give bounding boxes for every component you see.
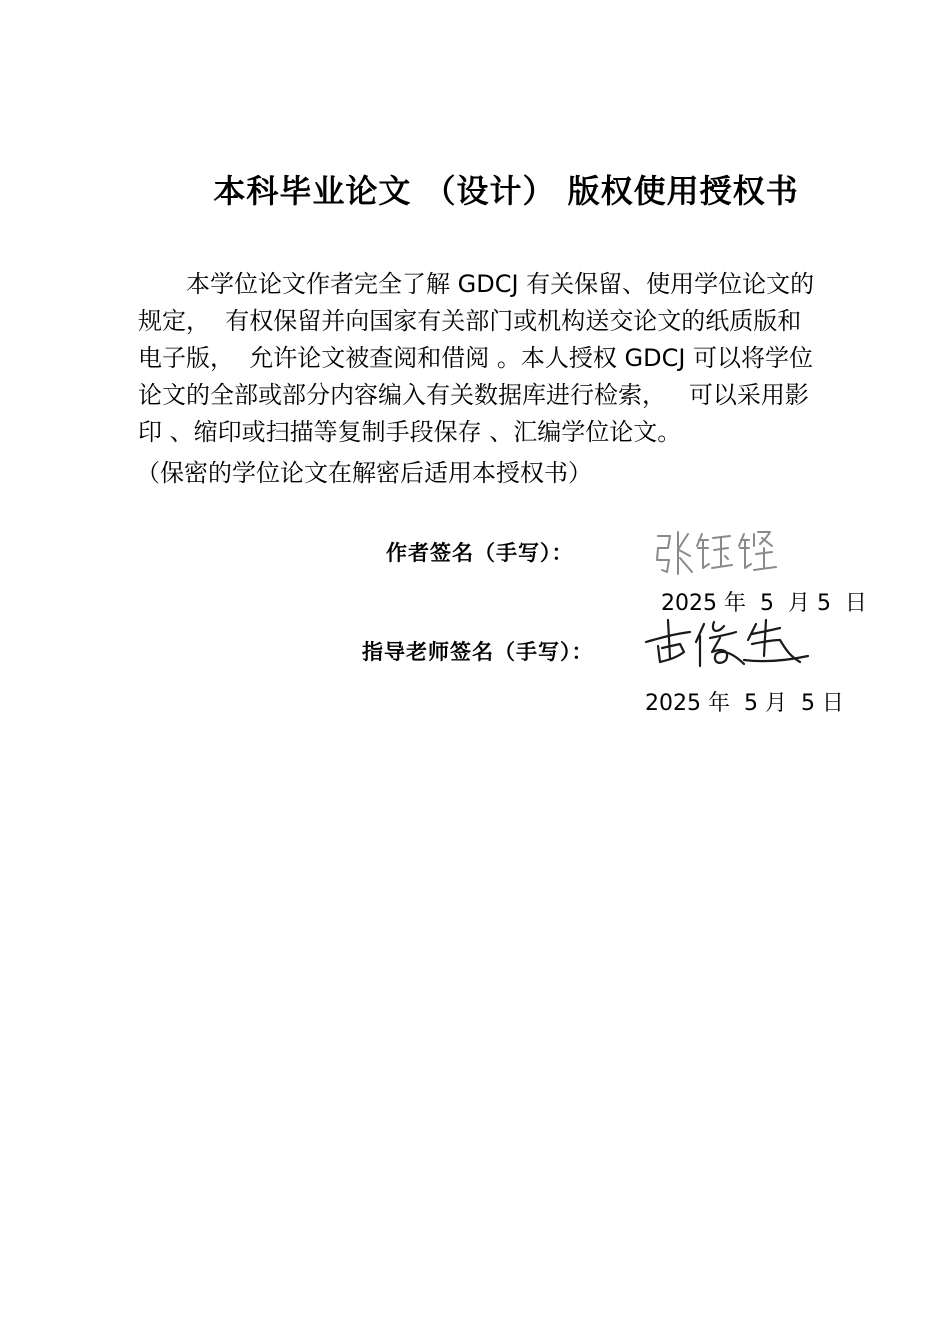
- body-line-4: 论文的全部或部分内容编入有关数据库进行检索， 可以采用影: [138, 381, 809, 409]
- confidentiality-note: （保密的学位论文在解密后适用本授权书）: [136, 459, 592, 487]
- author-signature: [652, 526, 782, 578]
- page-title: 本科毕业论文 （设计） 版权使用授权书: [213, 172, 799, 210]
- body-line-3: 电子版， 允许论文被查阅和借阅 。本人授权 GDCJ 可以将学位: [138, 344, 814, 372]
- author-signature-label: 作者签名（手写）：: [386, 541, 574, 565]
- author-sign-date: 2025 年 5 月 5 日: [661, 591, 867, 616]
- body-line-1: 本学位论文作者完全了解 GDCJ 有关保留、使用学位论文的: [186, 270, 815, 298]
- advisor-sign-date: 2025 年 5 月 5 日: [645, 691, 844, 716]
- advisor-signature: [640, 612, 816, 674]
- advisor-signature-label: 指导老师签名（手写）：: [362, 640, 594, 664]
- body-line-2: 规定， 有权保留并向国家有关部门或机构送交论文的纸质版和: [138, 307, 802, 335]
- body-line-5: 印 、缩印或扫描等复制手段保存 、汇编学位论文。: [138, 418, 682, 446]
